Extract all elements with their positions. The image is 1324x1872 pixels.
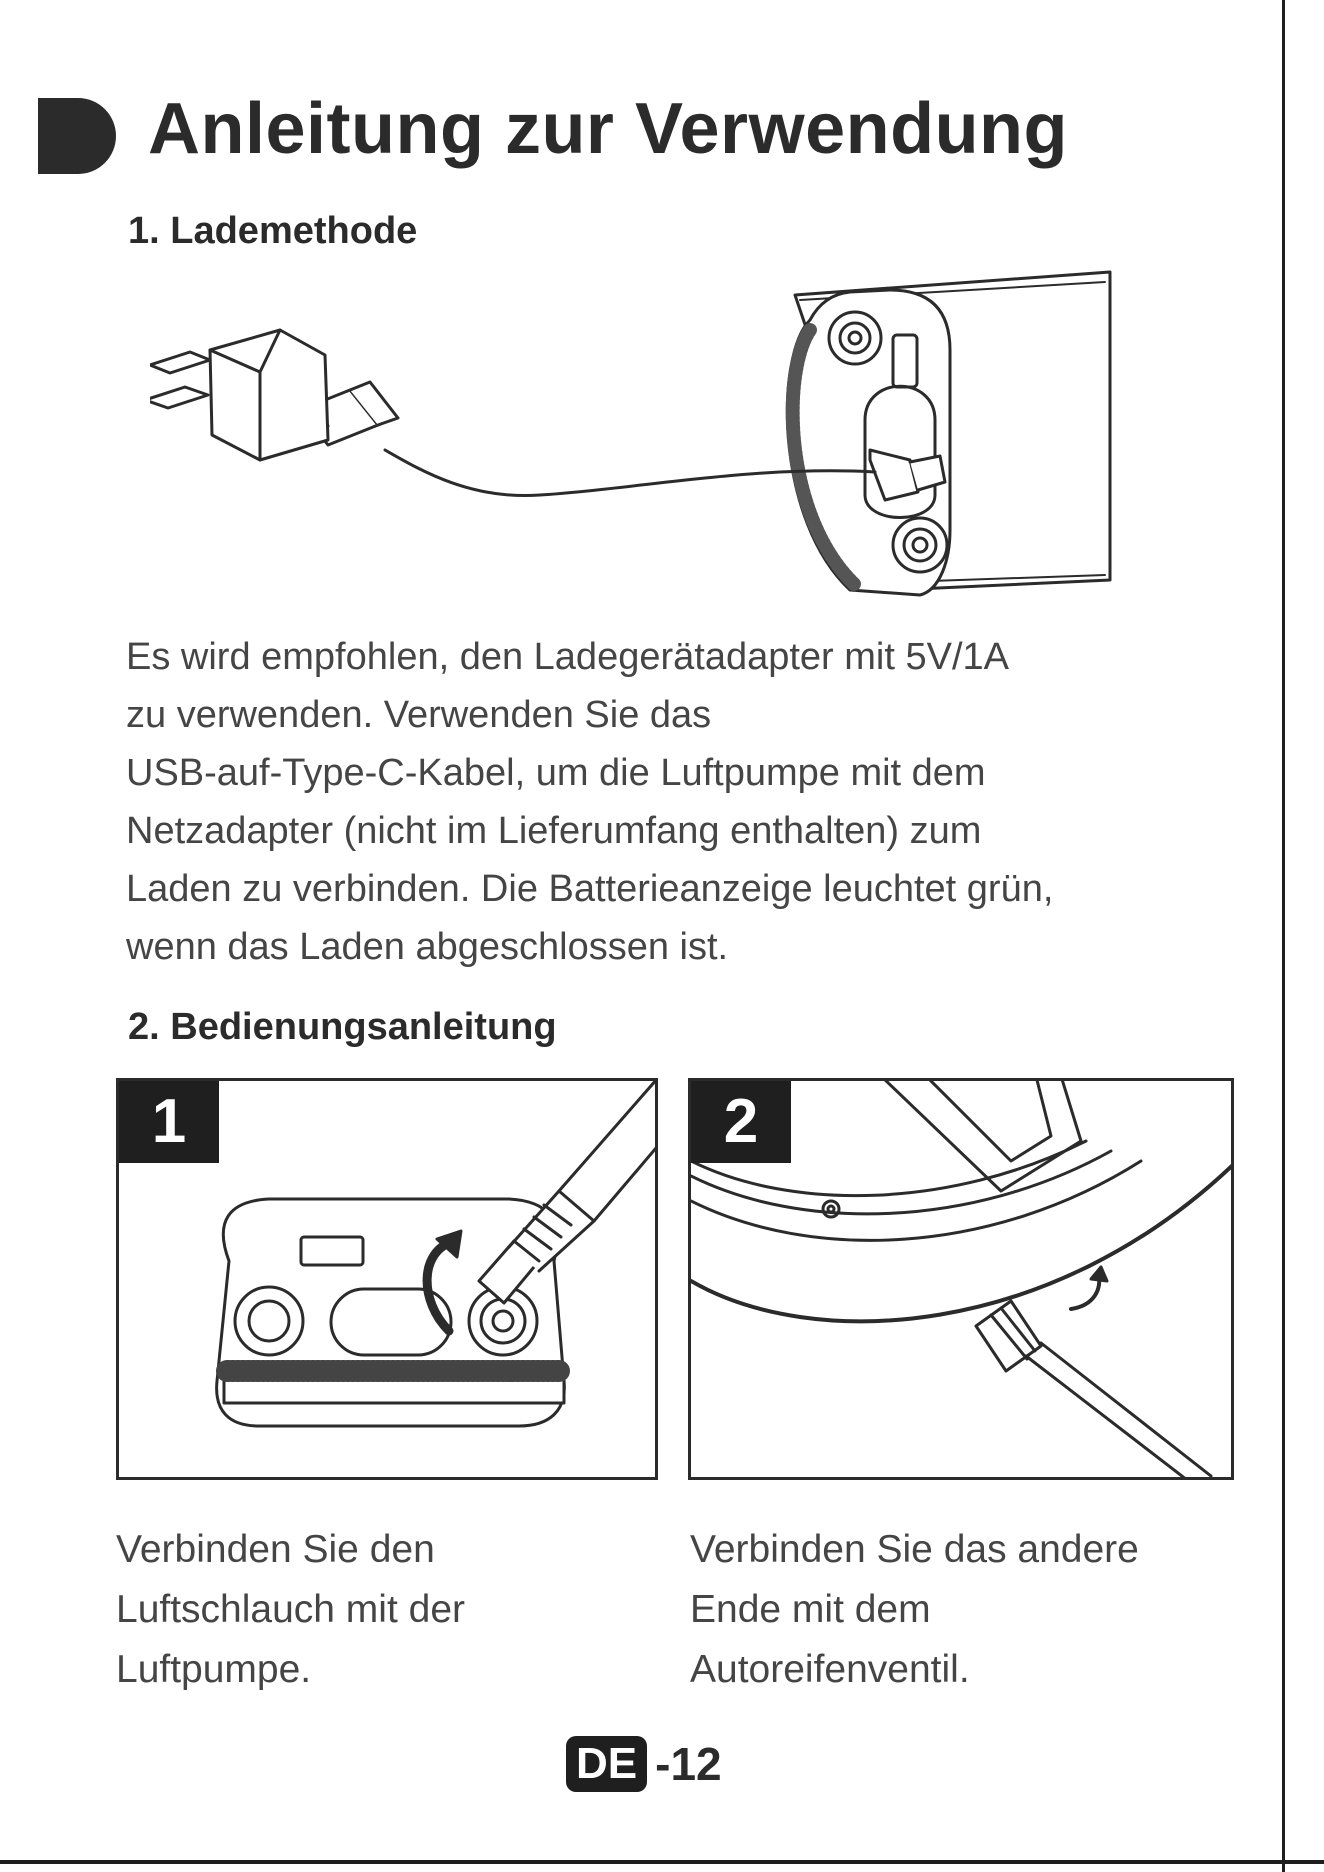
step-1-caption-line-1: Verbinden Sie den [116, 1528, 435, 1571]
adapter-prong-bottom [150, 387, 208, 408]
charging-line-6: wenn das Laden abgeschlossen ist. [126, 926, 729, 968]
air-hose-2 [1026, 1343, 1211, 1480]
wall-adapter [210, 330, 328, 460]
page-bottom-rule [0, 1860, 1324, 1864]
page-footer [566, 1736, 722, 1792]
step-1-panel [116, 1078, 658, 1480]
charging-instructions [126, 628, 1206, 976]
step-1-number: 1 [119, 1081, 219, 1163]
step-2-caption-line-3: Autoreifenventil. [690, 1648, 970, 1691]
air-hose [559, 1081, 658, 1221]
step-1-caption-line-3: Luftpumpe. [116, 1648, 312, 1691]
adapter-prong-top [150, 352, 210, 373]
charging-line-2: zu verwenden. Verwenden Sie das [126, 694, 712, 736]
step-2-caption-line-2: Ende mit dem [690, 1588, 931, 1631]
page-number: -12 [655, 1738, 722, 1790]
step-2-caption [690, 1520, 1139, 1700]
step-1-caption-line-2: Luftschlauch mit der [116, 1588, 466, 1631]
section-heading-operation: 2. Bedienungsanleitung [128, 1006, 557, 1048]
step-2-number: 2 [691, 1081, 791, 1163]
page-title: Anleitung zur Verwendung [148, 89, 1069, 169]
step-2-panel [688, 1078, 1234, 1480]
tire-valve [823, 1201, 839, 1217]
charging-illustration [150, 260, 1130, 600]
step-1-caption [116, 1520, 465, 1700]
language-badge: DE [566, 1736, 647, 1792]
page-edge-rule [1282, 0, 1285, 1872]
section-tab-marker [38, 98, 116, 174]
charging-line-4: Netzadapter (nicht im Lieferumfang enthalten) zum [126, 810, 982, 852]
section-heading-charging: 1. Lademethode [128, 210, 418, 252]
charging-line-5: Laden zu verbinden. Die Batterieanzeige leuchtet grün, [126, 868, 1054, 910]
step-2-caption-line-1: Verbinden Sie das andere [690, 1528, 1139, 1571]
charging-line-3: USB-auf-Type-C-Kabel, um die Luftpumpe mit dem [126, 752, 986, 794]
charging-line-1: Es wird empfohlen, den Ladegerätadapter mit 5V/1A [126, 636, 1009, 678]
